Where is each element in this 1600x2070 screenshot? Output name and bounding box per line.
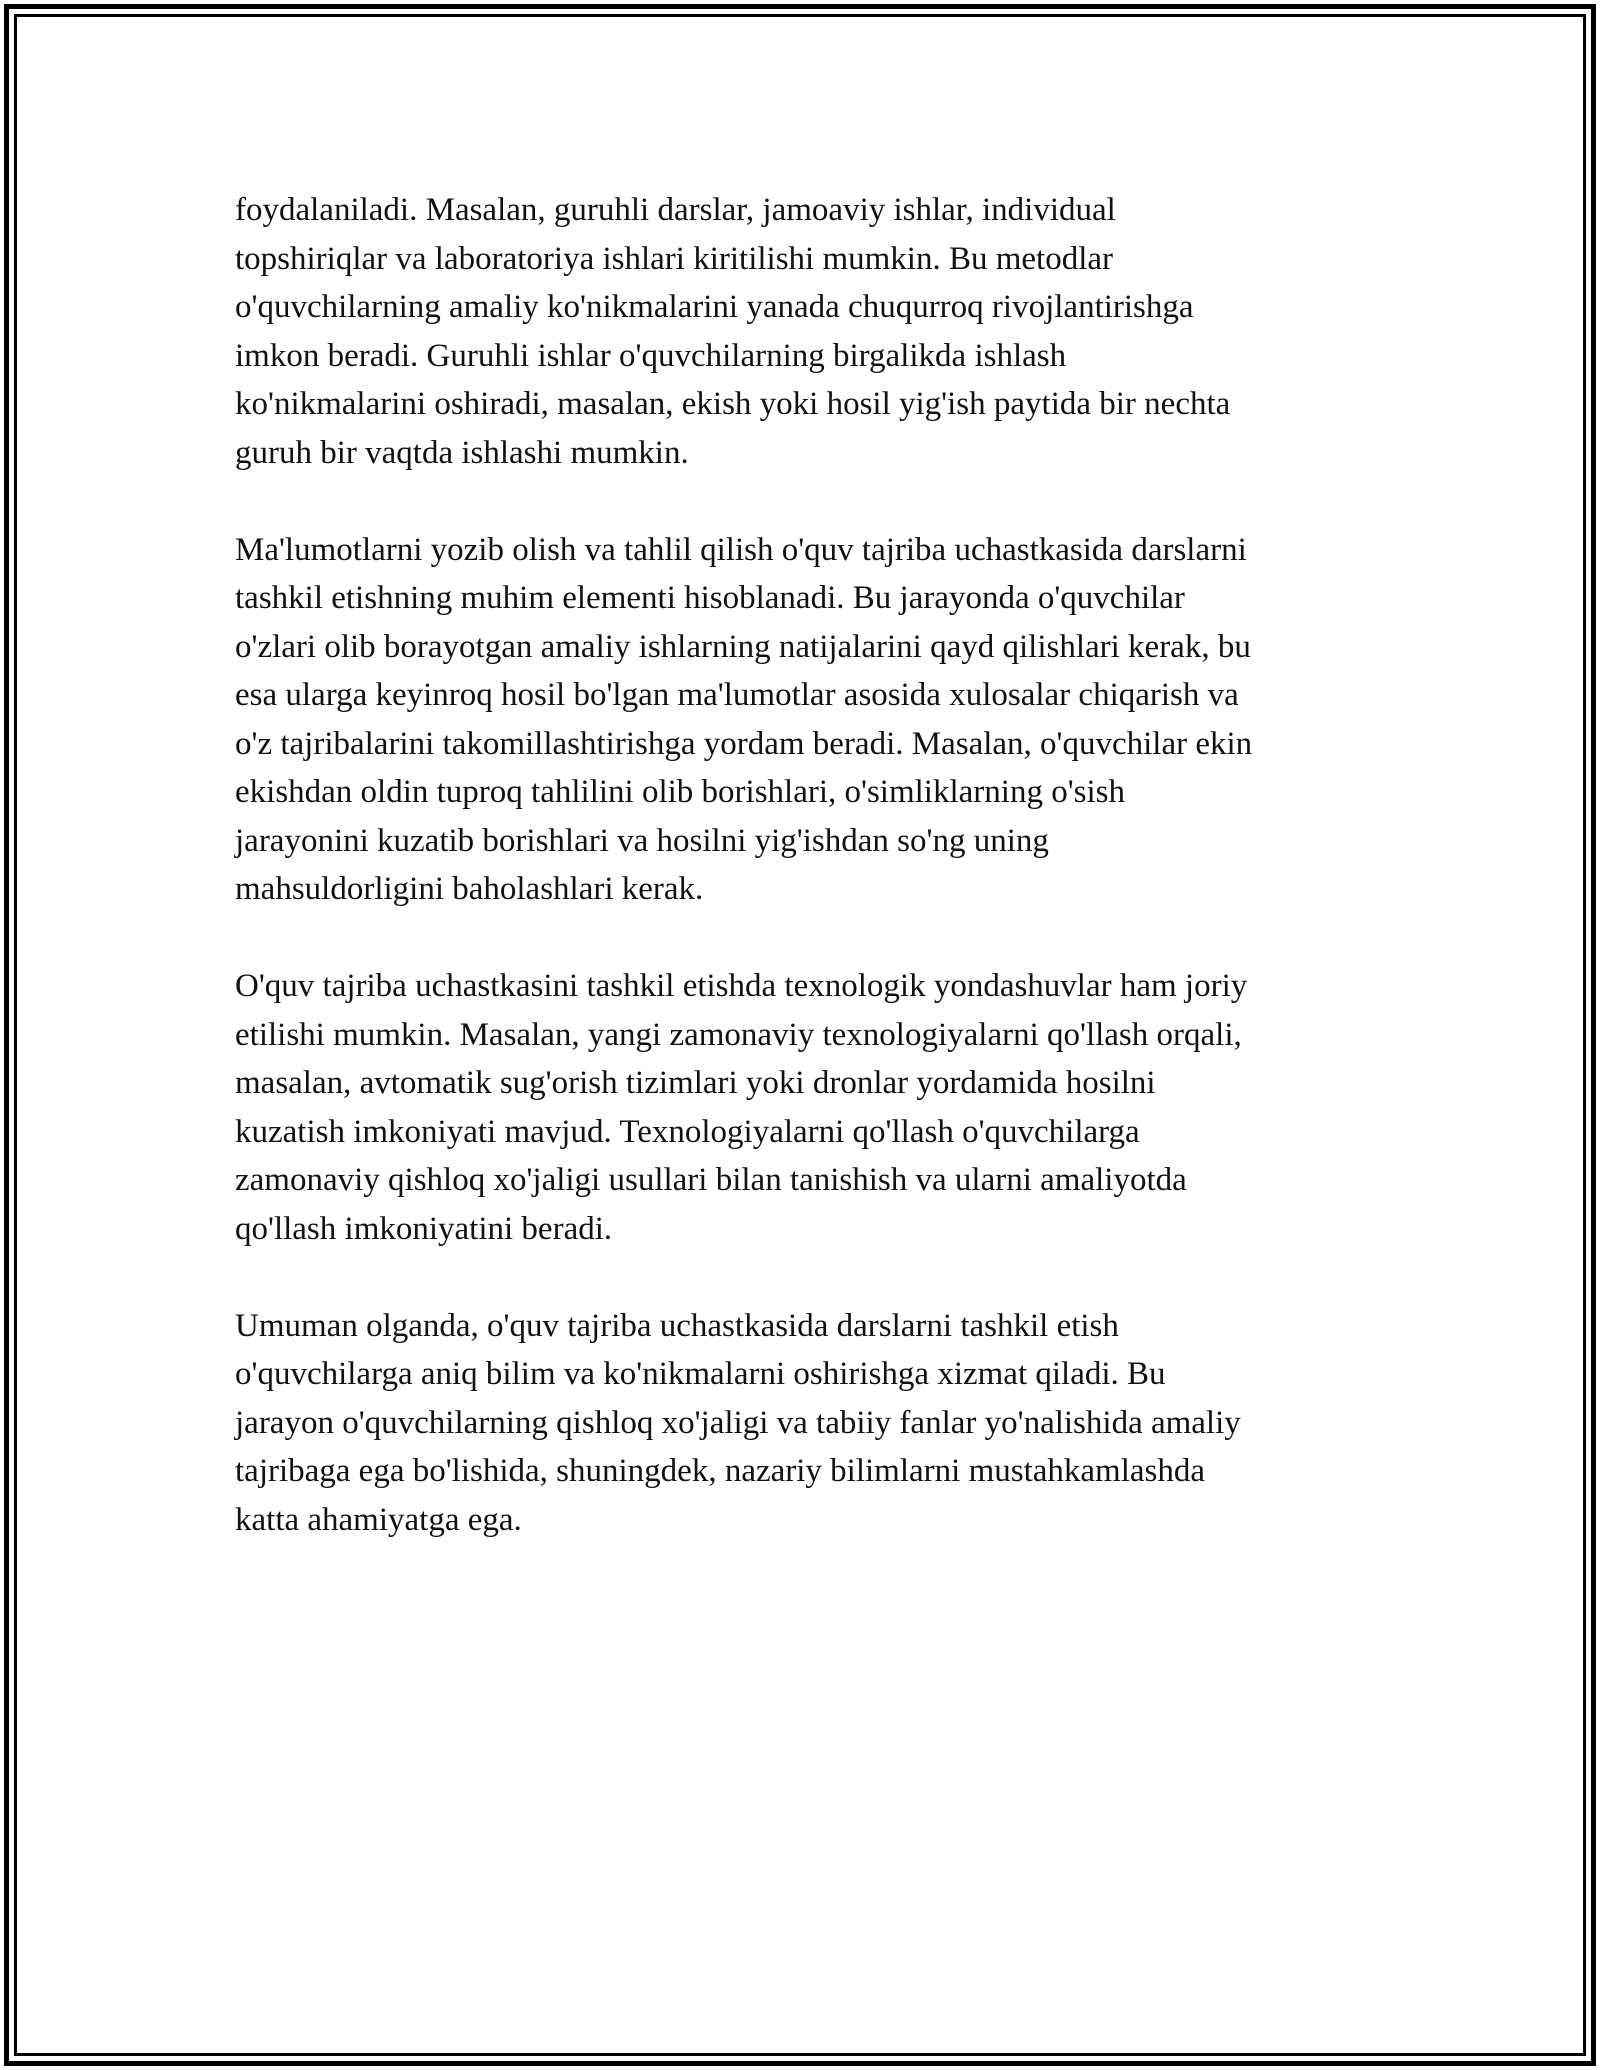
- text-line: tashkil etishning muhim elementi hisoblanadi. Bu jarayonda o'quvchilar: [235, 580, 1185, 616]
- text-line: o'zlari olib borayotgan amaliy ishlarning natijalarini qayd qilishlari kerak, bu: [235, 628, 1251, 665]
- text-line: qo'llash imkoniyatini beradi.: [235, 1210, 613, 1247]
- text-line: jarayonini kuzatib borishlari va hosilni yig'ishdan so'ng uning: [235, 822, 1049, 859]
- text-line: ko'nikmalarini oshiradi, masalan, ekish yoki hosil yig'ish paytida bir nechta: [235, 386, 1231, 422]
- text-line: ekishdan oldin tuproq tahlilini olib borishlari, o'simliklarning o'sish: [235, 774, 1126, 810]
- text-line: O'quv tajriba uchastkasini tashkil etishda texnologik yondashuvlar ham joriy: [235, 968, 1248, 1004]
- text-line: jarayon o'quvchilarning qishloq xo'jaligi va tabiiy fanlar yo'nalishida amaliy: [235, 1404, 1241, 1441]
- text-line: kuzatish imkoniyati mavjud. Texnologiyalarni qo'llash o'quvchilarga: [235, 1113, 1140, 1150]
- text-line: imkon beradi. Guruhli ishlar o'quvchilarning birgalikda ishlash: [235, 337, 1067, 374]
- text-line: katta ahamiyatga ega.: [235, 1501, 522, 1538]
- paragraph-2: [235, 526, 1385, 914]
- text-line: guruh bir vaqtda ishlashi mumkin.: [235, 434, 689, 471]
- text-line: topshiriqlar va laboratoriya ishlari kiritilishi mumkin. Bu metodlar: [235, 240, 1114, 277]
- paragraph-4: [235, 1302, 1385, 1545]
- paragraph-3: [235, 962, 1385, 1253]
- text-line: esa ularga keyinroq hosil bo'lgan ma'lumotlar asosida xulosalar chiqarish va: [235, 677, 1239, 713]
- text-line: masalan, avtomatik sug'orish tizimlari yoki dronlar yordamida hosilni: [235, 1065, 1156, 1101]
- text-line: o'quvchilarning amaliy ko'nikmalarini yanada chuqurroq rivojlantirishga: [235, 289, 1194, 325]
- text-line: o'quvchilarga aniq bilim va ko'nikmalarni oshirishga xizmat qiladi. Bu: [235, 1356, 1166, 1392]
- text-line: o'z tajribalarini takomillashtirishga yordam beradi. Masalan, o'quvchilar ekin: [235, 725, 1253, 762]
- text-line: foydalaniladi. Masalan, guruhli darslar, jamoaviy ishlar, individual: [235, 192, 1116, 228]
- paragraph-1: [235, 186, 1385, 477]
- text-line: etilishi mumkin. Masalan, yangi zamonaviy texnologiyalarni qo'llash orqali,: [235, 1016, 1242, 1053]
- text-line: zamonaviy qishloq xo'jaligi usullari bilan tanishish va ularni amaliyotda: [235, 1162, 1187, 1198]
- text-line: Ma'lumotlarni yozib olish va tahlil qilish o'quv tajriba uchastkasida darslarni: [235, 531, 1247, 568]
- text-line: tajribaga ega bo'lishida, shuningdek, nazariy bilimlarni mustahkamlashda: [235, 1453, 1206, 1489]
- text-line: Umuman olganda, o'quv tajriba uchastkasida darslarni tashkil etish: [235, 1307, 1119, 1344]
- document-body: [235, 186, 1385, 1593]
- text-line: mahsuldorligini baholashlari kerak.: [235, 871, 704, 907]
